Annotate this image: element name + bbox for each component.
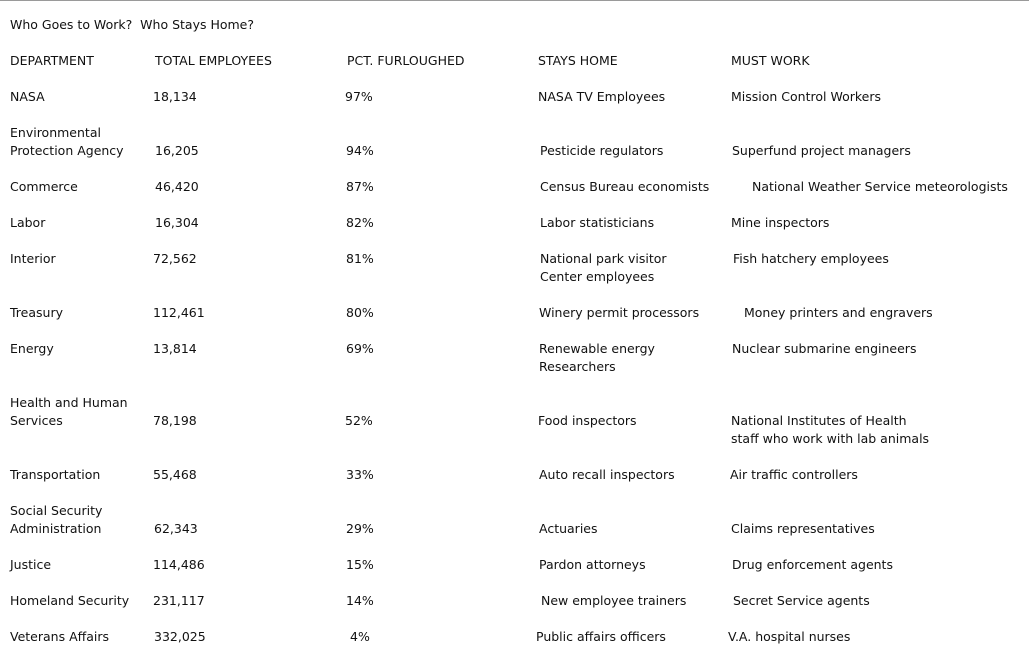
stays-home-cell: Labor statisticians	[540, 215, 655, 230]
department-cell: NASA	[10, 89, 45, 104]
page-title: Who Goes to Work? Who Stays Home?	[10, 17, 255, 32]
header-department: DEPARTMENT	[10, 53, 94, 68]
department-cell: Environmental	[10, 125, 101, 140]
must-work-cell: Secret Service agents	[733, 593, 870, 608]
stays-home-cell: Food inspectors	[538, 413, 637, 428]
header-must-work: MUST WORK	[731, 53, 810, 68]
must-work-cell: Claims representatives	[731, 521, 875, 536]
department-cell: Commerce	[10, 179, 78, 194]
department-cell: Interior	[10, 251, 56, 266]
stays-home-cell: Winery permit processors	[539, 305, 700, 320]
total-employees-cell: 78,198	[153, 413, 197, 428]
must-work-cell: staff who work with lab animals	[731, 431, 930, 446]
department-cell: Labor	[10, 215, 46, 230]
department-cell: Protection Agency	[10, 143, 124, 158]
stays-home-cell: Renewable energy	[539, 341, 655, 356]
total-employees-cell: 62,343	[154, 521, 198, 536]
total-employees-cell: 72,562	[153, 251, 197, 266]
department-cell: Justice	[10, 557, 52, 572]
must-work-cell: Mine inspectors	[731, 215, 830, 230]
pct-furloughed-cell: 82%	[346, 215, 374, 230]
stays-home-cell: Researchers	[539, 359, 616, 374]
total-employees-cell: 13,814	[153, 341, 197, 356]
must-work-cell: Drug enforcement agents	[732, 557, 893, 572]
total-employees-cell: 332,025	[154, 629, 206, 644]
total-employees-cell: 16,205	[155, 143, 199, 158]
must-work-cell: Air traffic controllers	[730, 467, 858, 482]
pct-furloughed-cell: 29%	[346, 521, 374, 536]
must-work-cell: Mission Control Workers	[731, 89, 882, 104]
must-work-cell: Money printers and engravers	[744, 305, 933, 320]
stays-home-cell: Actuaries	[539, 521, 598, 536]
total-employees-cell: 18,134	[153, 89, 197, 104]
must-work-cell: Fish hatchery employees	[733, 251, 889, 266]
header-pct-furloughed: PCT. FURLOUGHED	[347, 53, 465, 68]
stays-home-cell: Auto recall inspectors	[539, 467, 675, 482]
total-employees-cell: 16,304	[155, 215, 199, 230]
pct-furloughed-cell: 69%	[346, 341, 374, 356]
must-work-cell: National Institutes of Health	[731, 413, 907, 428]
pct-furloughed-cell: 15%	[346, 557, 374, 572]
pct-furloughed-cell: 80%	[346, 305, 374, 320]
department-cell: Health and Human	[10, 395, 128, 410]
pct-furloughed-cell: 14%	[346, 593, 374, 608]
pct-furloughed-cell: 52%	[345, 413, 373, 428]
must-work-cell: National Weather Service meteorologists	[752, 179, 1008, 194]
pct-furloughed-cell: 33%	[346, 467, 374, 482]
pct-furloughed-cell: 81%	[346, 251, 374, 266]
total-employees-cell: 231,117	[153, 593, 205, 608]
stays-home-cell: Pesticide regulators	[540, 143, 664, 158]
header-total-employees: TOTAL EMPLOYEES	[155, 53, 272, 68]
pct-furloughed-cell: 97%	[345, 89, 373, 104]
must-work-cell: V.A. hospital nurses	[728, 629, 851, 644]
stays-home-cell: NASA TV Employees	[538, 89, 666, 104]
pct-furloughed-cell: 87%	[346, 179, 374, 194]
total-employees-cell: 112,461	[153, 305, 205, 320]
stays-home-cell: National park visitor	[540, 251, 667, 266]
department-cell: Transportation	[10, 467, 101, 482]
pct-furloughed-cell: 94%	[346, 143, 374, 158]
department-cell: Energy	[10, 341, 54, 356]
total-employees-cell: 46,420	[155, 179, 199, 194]
department-cell: Services	[10, 413, 63, 428]
stays-home-cell: Public affairs officers	[536, 629, 666, 644]
must-work-cell: Superfund project managers	[732, 143, 911, 158]
department-cell: Administration	[10, 521, 102, 536]
header-stays-home: STAYS HOME	[538, 53, 618, 68]
total-employees-cell: 55,468	[153, 467, 197, 482]
pct-furloughed-cell: 4%	[350, 629, 370, 644]
stays-home-cell: Census Bureau economists	[540, 179, 710, 194]
top-rule	[0, 0, 1029, 1]
stays-home-cell: Center employees	[540, 269, 655, 284]
stays-home-cell: New employee trainers	[541, 593, 687, 608]
department-cell: Veterans Affairs	[10, 629, 110, 644]
department-cell: Homeland Security	[10, 593, 130, 608]
department-cell: Social Security	[10, 503, 103, 518]
total-employees-cell: 114,486	[153, 557, 205, 572]
stays-home-cell: Pardon attorneys	[539, 557, 646, 572]
department-cell: Treasury	[10, 305, 63, 320]
must-work-cell: Nuclear submarine engineers	[732, 341, 917, 356]
